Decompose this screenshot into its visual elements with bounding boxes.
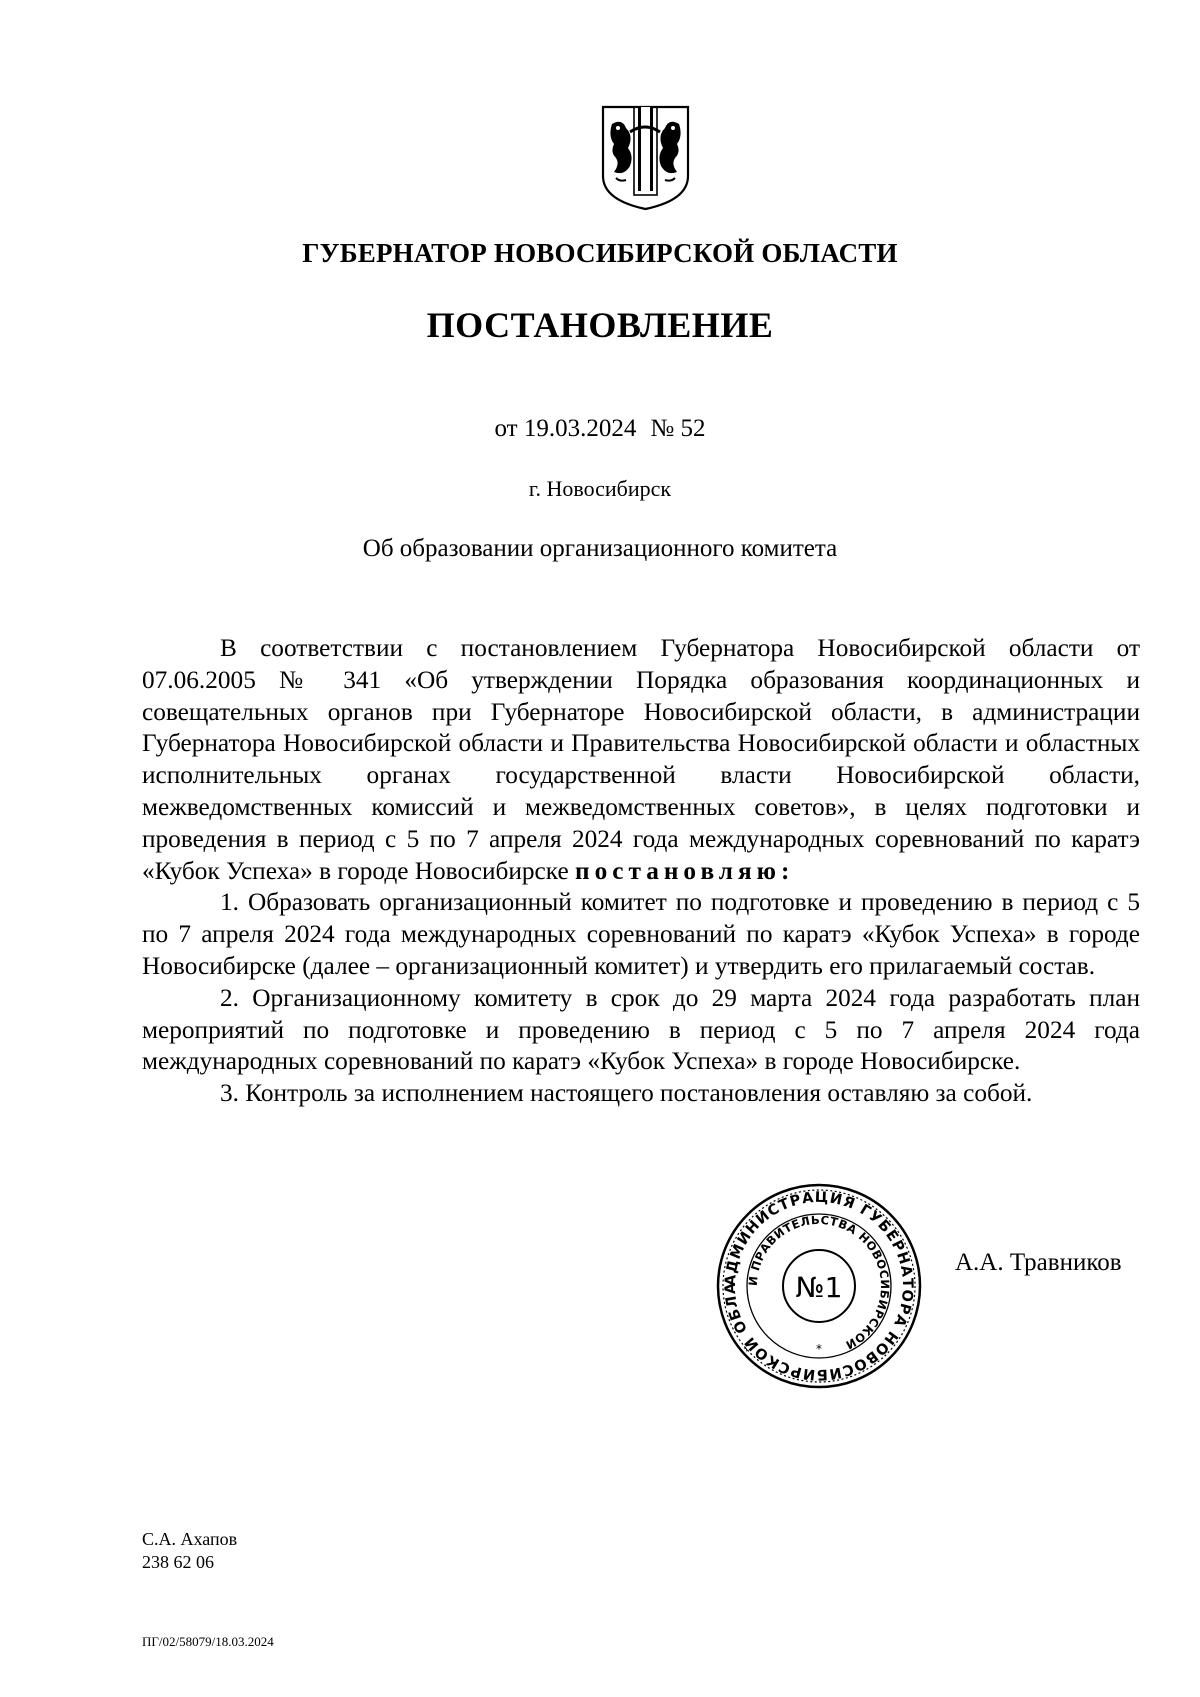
- signer-name: А.А. Травников: [955, 1249, 1122, 1276]
- issuing-authority: ГУБЕРНАТОР НОВОСИБИРСКОЙ ОБЛАСТИ: [302, 238, 898, 268]
- document-body: [142, 633, 1140, 1110]
- document-type-title: ПОСТАНОВЛЕНИЕ: [426, 305, 774, 345]
- official-seal: [716, 1183, 922, 1389]
- document-number: № 52: [650, 415, 706, 442]
- coat-of-arms-icon: [600, 104, 691, 212]
- executor-name: С.А. Ахапов: [142, 1529, 238, 1549]
- preamble-text: В соответствии с постановлением Губернатора Новосибирской области от 07.06.2005 № 341 «Об утверждении Порядка образования координационных и совещательных органов при Губернаторе Новосибирской области, в администрации Губернатора Новосибирской области и Правительства Новосибирской области и областных исполнительных органах государственной власти Новосибирской области, межведомственных комиссий и межведомственных советов», в целях подготовки и проведения в период с 5 по 7 апреля 2024 года международных соревнований по каратэ «Кубок Успеха» в городе Новосибирске: [142, 634, 1140, 885]
- decree-item-3: 3. Контроль за исполнением настоящего постановления оставляю за собой.: [220, 1079, 1033, 1108]
- seal-inner-text: И ПРАВИТЕЛЬСТВА НОВОСИБИРСКОЙ: [745, 1212, 893, 1353]
- decree-word: постановляю: [575, 856, 781, 885]
- preamble-paragraph: [142, 633, 1140, 887]
- seal-outer-text: АДМИНИСТРАЦИЯ ГУБЕРНАТОРА НОВОСИБИРСКОЙ ОБЛА: [722, 1189, 916, 1383]
- document-subject: Об образовании организационного комитета: [362, 535, 838, 562]
- document-date: от 19.03.2024: [494, 415, 637, 442]
- decree-item-2: 2. Организационному комитету в срок до 29 марта 2024 года разработать план мероприятий по подготовке и проведению в период с 5 по 7 апреля 2024 года международных соревнований по каратэ «Кубок Успеха» в городе Новосибирске.: [142, 983, 1140, 1076]
- executor-block: [142, 1528, 237, 1574]
- seal-star-icon: *: [816, 1342, 822, 1356]
- executor-phone: 238 62 06: [142, 1552, 214, 1572]
- registration-number: ПГ/02/58079/18.03.2024: [142, 1634, 274, 1649]
- seal-number: №1: [795, 1271, 843, 1304]
- decree-item-1: 1. Образовать организационный комитет по подготовке и проведению в период с 5 по 7 апреля 2024 года международных соревнований по каратэ «Кубок Успеха» в городе Новосибирске (далее – организационный комитет) и утвердить его прилагаемый состав.: [142, 888, 1140, 980]
- date-number-line: [0, 415, 1200, 443]
- decree-colon: :: [780, 856, 790, 885]
- city-line: г. Новосибирск: [528, 476, 672, 501]
